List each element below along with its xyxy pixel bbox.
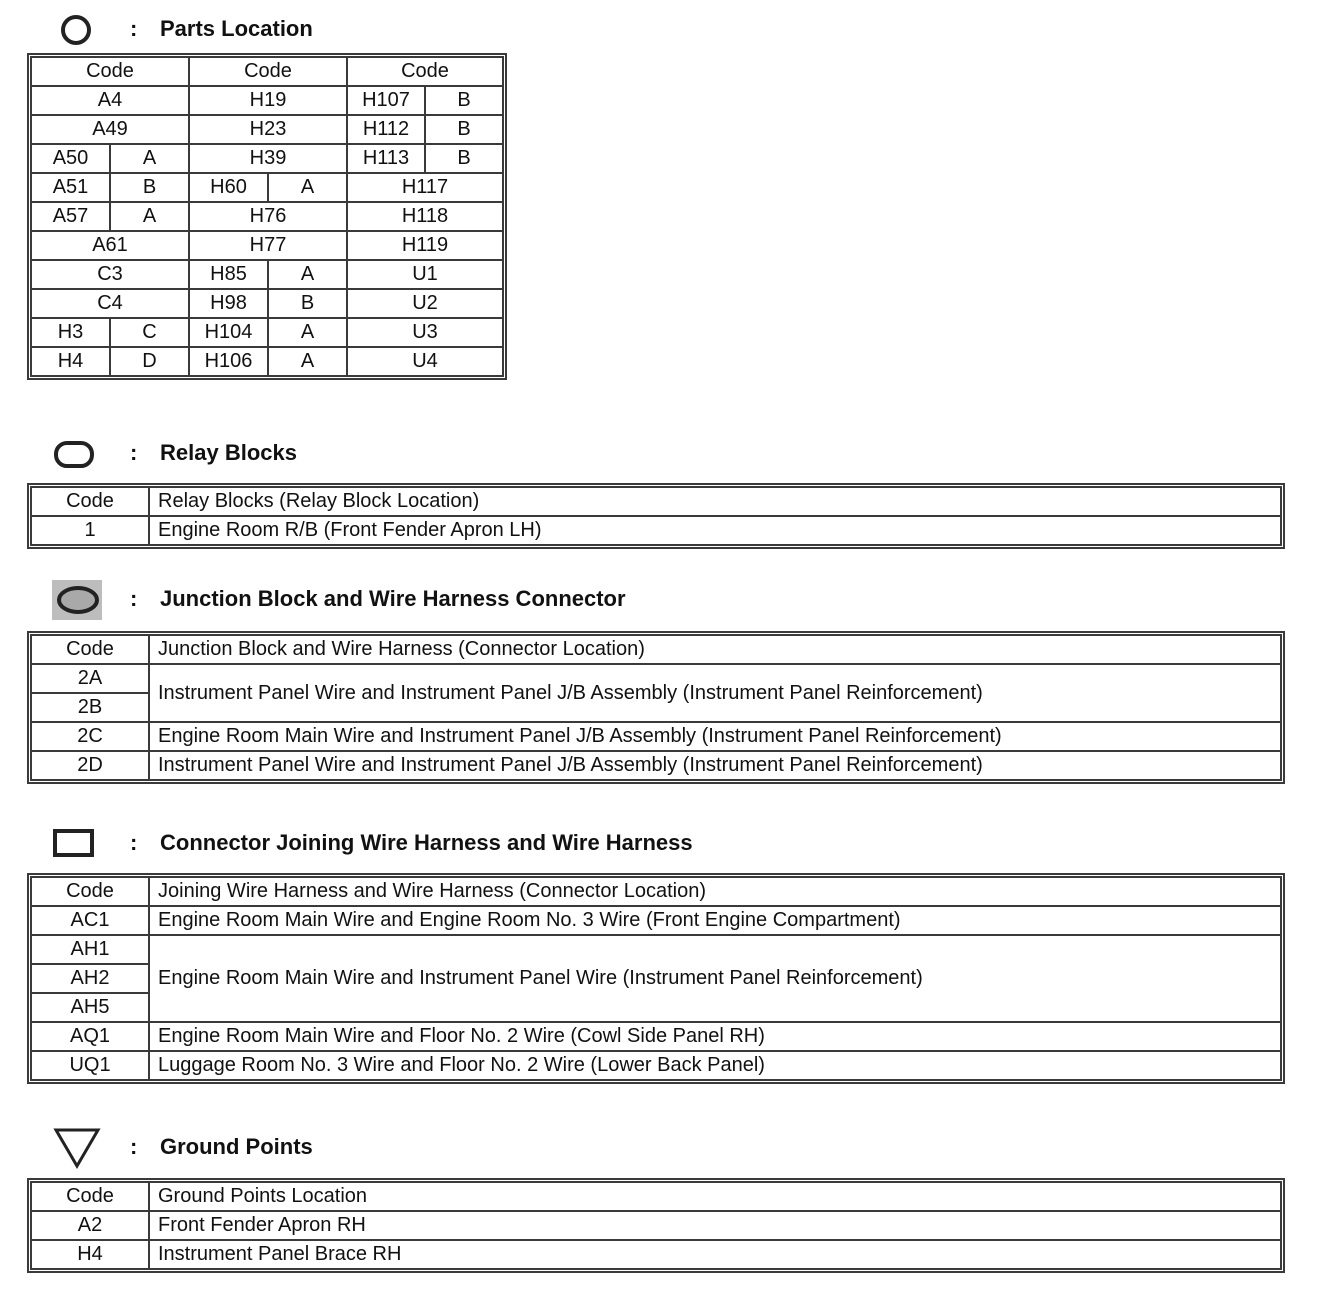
table-cell: C3 [31, 260, 189, 289]
table-row [31, 289, 503, 318]
table-cell: U1 [347, 260, 503, 289]
description-cell: Engine Room Main Wire and Engine Room No. 3 Wire (Front Engine Compartment) [149, 906, 1281, 935]
junction-block-colon: : [130, 586, 138, 611]
relay-blocks-title: Relay Blocks [160, 440, 297, 465]
junction-block-table [30, 634, 1282, 781]
table-row [31, 935, 1281, 964]
table-cell: H23 [189, 115, 347, 144]
code-cell: 2B [31, 693, 149, 722]
circle-icon [52, 10, 102, 50]
table-cell: H3 [31, 318, 110, 347]
relay-blocks-table [30, 486, 1282, 546]
shaded-oval-icon [52, 580, 102, 620]
description-cell: Relay Blocks (Relay Block Location) [149, 487, 1281, 516]
table-header-row [31, 877, 1281, 906]
table-cell: H19 [189, 86, 347, 115]
table-cell: U3 [347, 318, 503, 347]
table-row [31, 86, 503, 115]
description-cell: Instrument Panel Wire and Instrument Panel J/B Assembly (Instrument Panel Reinforcement) [149, 751, 1281, 780]
table-row [31, 1022, 1281, 1051]
table-row [31, 751, 1281, 780]
table-header-row [31, 1182, 1281, 1211]
code-cell: Code [31, 635, 149, 664]
table-cell: B [425, 115, 503, 144]
table-row [31, 722, 1281, 751]
table-row [31, 144, 503, 173]
table-cell: H118 [347, 202, 503, 231]
table-row [31, 173, 503, 202]
code-cell: 2A [31, 664, 149, 693]
table-row [31, 231, 503, 260]
connector-joining-table [30, 876, 1282, 1081]
description-cell: Engine Room Main Wire and Floor No. 2 Wire (Cowl Side Panel RH) [149, 1022, 1281, 1051]
table-cell: U2 [347, 289, 503, 318]
table-row [31, 202, 503, 231]
table-row [31, 115, 503, 144]
code-cell: Code [31, 1182, 149, 1211]
table-cell: H77 [189, 231, 347, 260]
junction-block-title: Junction Block and Wire Harness Connector [160, 586, 626, 611]
parts-location-colon: : [130, 16, 138, 41]
ground-points-colon: : [130, 1134, 138, 1159]
code-cell: Code [31, 877, 149, 906]
description-cell: Engine Room Main Wire and Instrument Panel J/B Assembly (Instrument Panel Reinforcement) [149, 722, 1281, 751]
table-cell: H98 [189, 289, 268, 318]
code-cell: 2D [31, 751, 149, 780]
table-row [31, 347, 503, 376]
table-row [31, 906, 1281, 935]
ground-points-table [30, 1181, 1282, 1270]
table-cell: U4 [347, 347, 503, 376]
code-cell: AH5 [31, 993, 149, 1022]
table-cell: B [268, 289, 347, 318]
table-cell: H113 [347, 144, 425, 173]
table-cell: A [268, 347, 347, 376]
code-cell: AH2 [31, 964, 149, 993]
header-cell: Code [347, 57, 503, 86]
table-cell: B [110, 173, 189, 202]
code-cell: H4 [31, 1240, 149, 1269]
description-cell: Instrument Panel Wire and Instrument Panel J/B Assembly (Instrument Panel Reinforcement) [149, 664, 1281, 722]
junction-block-header [0, 580, 900, 620]
table-cell: H104 [189, 318, 268, 347]
parts-location-header [0, 10, 900, 50]
rounded-rectangle-icon [52, 434, 102, 474]
table-cell: A [110, 202, 189, 231]
triangle-icon [52, 1126, 102, 1170]
table-cell: H107 [347, 86, 425, 115]
table-cell: H119 [347, 231, 503, 260]
table-cell: A50 [31, 144, 110, 173]
table-cell: A [110, 144, 189, 173]
relay-blocks-colon: : [130, 440, 138, 465]
header-cell: Code [31, 57, 189, 86]
parts-location-title: Parts Location [160, 16, 313, 41]
table-cell: A61 [31, 231, 189, 260]
description-cell: Engine Room Main Wire and Instrument Panel Wire (Instrument Panel Reinforcement) [149, 935, 1281, 1022]
ground-points-title: Ground Points [160, 1134, 313, 1159]
description-cell: Engine Room R/B (Front Fender Apron LH) [149, 516, 1281, 545]
description-cell: Luggage Room No. 3 Wire and Floor No. 2 Wire (Lower Back Panel) [149, 1051, 1281, 1080]
code-cell: AC1 [31, 906, 149, 935]
code-cell: Code [31, 487, 149, 516]
parts-location-table [30, 56, 504, 377]
table-row [31, 260, 503, 289]
table-row [31, 516, 1281, 545]
table-cell: A [268, 318, 347, 347]
description-cell: Joining Wire Harness and Wire Harness (Connector Location) [149, 877, 1281, 906]
table-cell: H85 [189, 260, 268, 289]
ground-points-header [0, 1126, 900, 1166]
header-cell: Code [189, 57, 347, 86]
relay-blocks-header [0, 434, 900, 474]
table-header-row [31, 487, 1281, 516]
code-cell: AH1 [31, 935, 149, 964]
table-cell: B [425, 144, 503, 173]
table-header-row [31, 57, 503, 86]
description-cell: Instrument Panel Brace RH [149, 1240, 1281, 1269]
table-cell: A4 [31, 86, 189, 115]
table-cell: H39 [189, 144, 347, 173]
connector-joining-title: Connector Joining Wire Harness and Wire Harness [160, 830, 693, 855]
table-cell: C4 [31, 289, 189, 318]
table-row [31, 318, 503, 347]
table-header-row [31, 635, 1281, 664]
table-cell: D [110, 347, 189, 376]
table-cell: H117 [347, 173, 503, 202]
connector-joining-colon: : [130, 830, 138, 855]
description-cell: Junction Block and Wire Harness (Connector Location) [149, 635, 1281, 664]
table-cell: C [110, 318, 189, 347]
table-cell: B [425, 86, 503, 115]
table-cell: H76 [189, 202, 347, 231]
table-cell: H4 [31, 347, 110, 376]
description-cell: Front Fender Apron RH [149, 1211, 1281, 1240]
table-row [31, 1211, 1281, 1240]
table-cell: A57 [31, 202, 110, 231]
table-row [31, 1240, 1281, 1269]
code-cell: 1 [31, 516, 149, 545]
table-cell: A51 [31, 173, 110, 202]
code-cell: UQ1 [31, 1051, 149, 1080]
code-cell: A2 [31, 1211, 149, 1240]
connector-joining-header [0, 822, 900, 862]
code-cell: AQ1 [31, 1022, 149, 1051]
table-cell: A49 [31, 115, 189, 144]
table-cell: A [268, 260, 347, 289]
table-cell: H106 [189, 347, 268, 376]
table-cell: H112 [347, 115, 425, 144]
table-cell: A [268, 173, 347, 202]
table-cell: H60 [189, 173, 268, 202]
table-row [31, 1051, 1281, 1080]
code-cell: 2C [31, 722, 149, 751]
rectangle-icon [52, 822, 102, 862]
description-cell: Ground Points Location [149, 1182, 1281, 1211]
table-row [31, 664, 1281, 693]
